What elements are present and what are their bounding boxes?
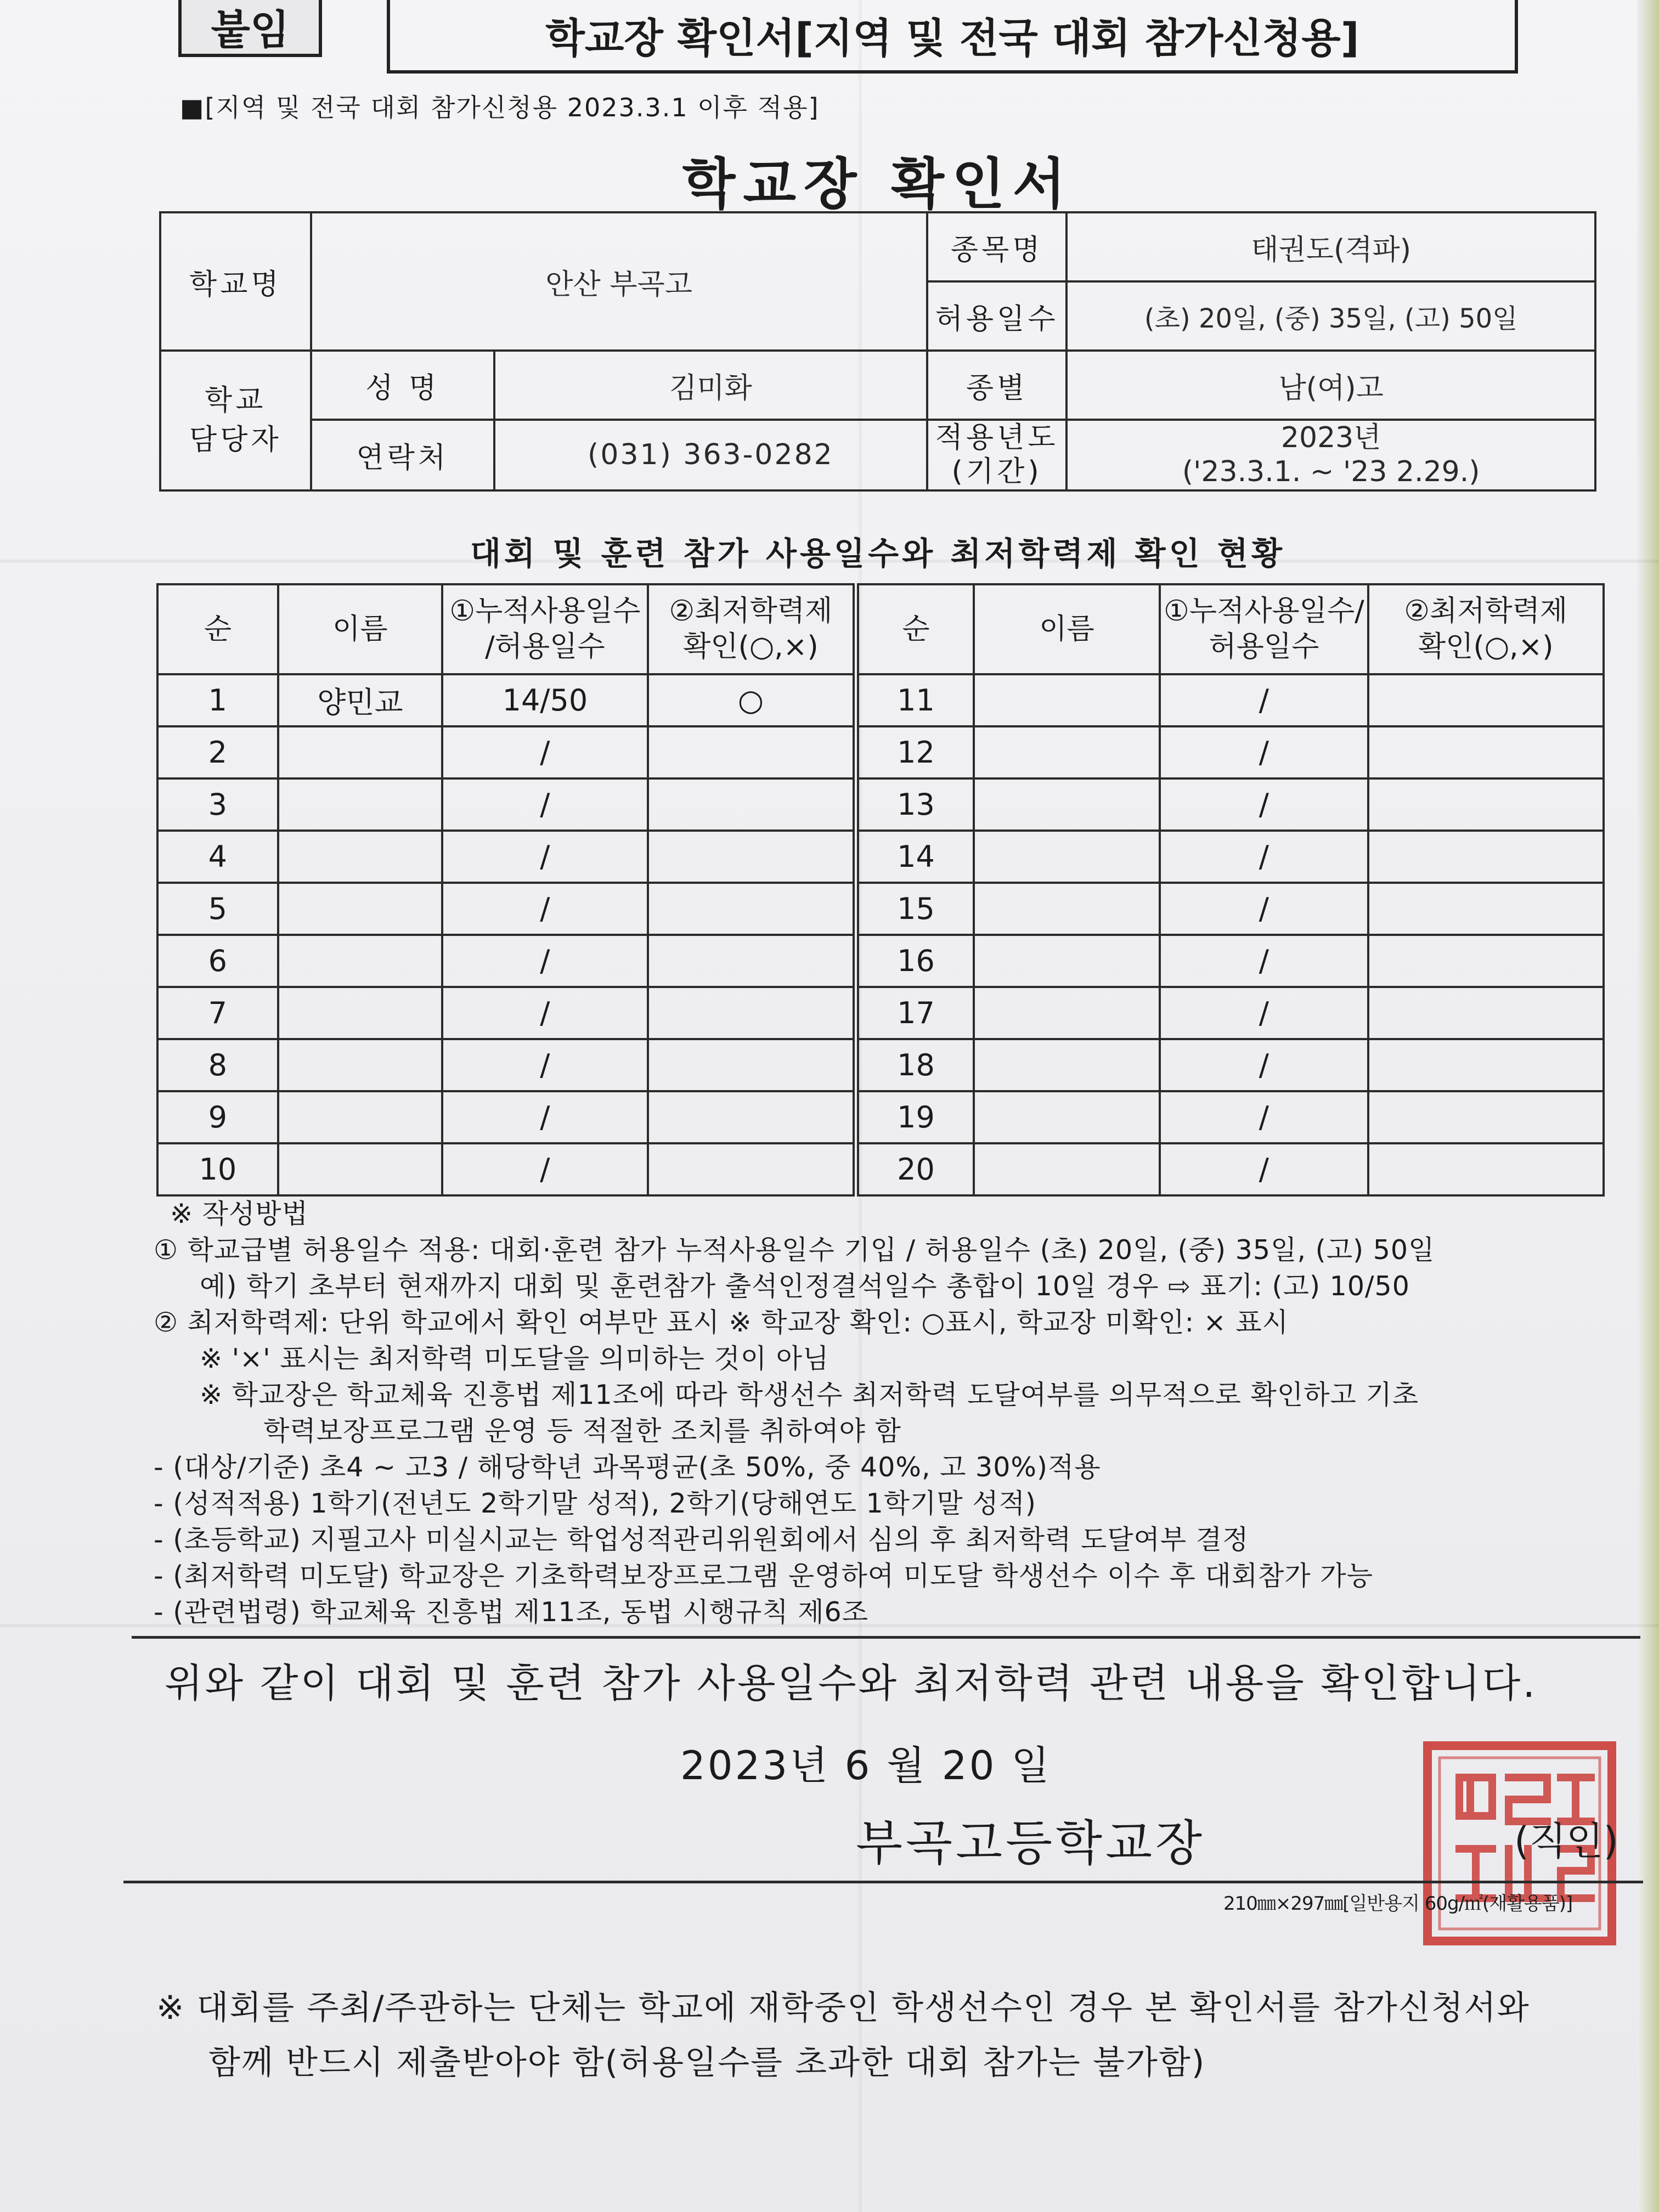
table-row bbox=[157, 883, 1604, 935]
divider bbox=[132, 1636, 1640, 1639]
row-name bbox=[278, 883, 442, 935]
row-name-right bbox=[974, 674, 1160, 726]
row-name-right bbox=[974, 935, 1160, 987]
row-number: 1 bbox=[157, 674, 278, 726]
row-number: 10 bbox=[157, 1143, 278, 1195]
row-days: / bbox=[442, 726, 648, 778]
col-name-right: 이름 bbox=[974, 584, 1160, 674]
table-row bbox=[157, 1143, 1604, 1195]
col-check bbox=[648, 584, 856, 674]
contact-label: 연락처 bbox=[311, 420, 494, 490]
col-days-line2: /허용일수 bbox=[485, 630, 605, 663]
row-name: 양민교 bbox=[278, 674, 442, 726]
roster-body bbox=[157, 674, 1604, 1195]
period-label: (기간) bbox=[951, 455, 1042, 489]
instructions bbox=[154, 1196, 1624, 1630]
row-name bbox=[278, 1091, 442, 1143]
row-name-right bbox=[974, 883, 1160, 935]
date: 2023년 6 월 20 일 bbox=[680, 1742, 1052, 1788]
year-label: 적용년도 bbox=[935, 421, 1059, 454]
instruction-1-example: 예) 학기 초부터 현재까지 대회 및 훈련참가 출석인정결석일수 총합이 10일 경우 ⇨ 표기: (고) 10/50 bbox=[200, 1271, 1410, 1302]
row-number: 9 bbox=[157, 1091, 278, 1143]
type-label: 종별 bbox=[927, 351, 1067, 420]
col-days-right-line2: 허용일수 bbox=[1209, 630, 1319, 663]
table-row bbox=[157, 987, 1604, 1039]
row-check bbox=[648, 883, 856, 935]
submission-note-line1: ※ 대회를 주최/주관하는 단체는 학교에 재학중인 학생선수인 경우 본 확인서를 참가신청서와 bbox=[156, 1989, 1530, 2027]
row-days-right: / bbox=[1160, 778, 1368, 831]
instruction-2-note-a: ※ '×' 표시는 최저학력 미도달을 의미하는 것이 아님 bbox=[200, 1343, 830, 1374]
table-row bbox=[157, 1039, 1604, 1091]
col-no: 순 bbox=[157, 584, 278, 674]
row-name-right bbox=[974, 831, 1160, 883]
allowed-days-label: 허용일수 bbox=[927, 281, 1067, 351]
row-name-right bbox=[974, 1091, 1160, 1143]
table-row bbox=[157, 778, 1604, 831]
principal-name: 부곡고등학교장 bbox=[856, 1815, 1206, 1871]
row-check-right bbox=[1368, 726, 1604, 778]
col-check-right-line2: 확인(○,×) bbox=[1418, 630, 1554, 663]
row-days: / bbox=[442, 1143, 648, 1195]
row-number: 5 bbox=[157, 883, 278, 935]
row-number: 7 bbox=[157, 987, 278, 1039]
type-value: 남(여)고 bbox=[1066, 351, 1595, 420]
roster-table bbox=[156, 583, 1605, 1197]
row-name bbox=[278, 1143, 442, 1195]
row-number: 8 bbox=[157, 1039, 278, 1091]
school-name-value: 안산 부곡고 bbox=[311, 212, 927, 351]
name-label: 성 명 bbox=[311, 351, 494, 420]
row-check-right bbox=[1368, 1091, 1604, 1143]
col-check-right bbox=[1368, 584, 1604, 674]
row-name-right bbox=[974, 1143, 1160, 1195]
name-value: 김미화 bbox=[494, 351, 927, 420]
row-days-right: / bbox=[1160, 1039, 1368, 1091]
row-number-right: 19 bbox=[856, 1091, 974, 1143]
instructions-heading: ※ 작성방법 bbox=[170, 1198, 308, 1229]
row-check-right bbox=[1368, 1039, 1604, 1091]
row-days-right: / bbox=[1160, 674, 1368, 726]
row-days: / bbox=[442, 831, 648, 883]
period-value: ('23.3.1. ~ '23 2.29.) bbox=[1182, 455, 1480, 489]
row-check-right bbox=[1368, 935, 1604, 987]
sport-value: 태권도(격파) bbox=[1066, 212, 1595, 281]
col-check-line1: ②최저학력제 bbox=[669, 595, 833, 628]
instruction-2: ② 최저학력제: 단위 학교에서 확인 여부만 표시 ※ 학교장 확인: ○표시, 학교장 미확인: × 표시 bbox=[154, 1307, 1289, 1338]
col-days bbox=[442, 584, 648, 674]
submission-note-line2: 함께 반드시 제출받아야 함(허용일수를 초과한 대회 참가는 불가함) bbox=[208, 2044, 1206, 2082]
row-name-right bbox=[974, 987, 1160, 1039]
row-days: / bbox=[442, 883, 648, 935]
table-row bbox=[157, 726, 1604, 778]
row-name-right bbox=[974, 726, 1160, 778]
row-days: 14/50 bbox=[442, 674, 648, 726]
sport-label: 종목명 bbox=[927, 212, 1067, 281]
row-days-right: / bbox=[1160, 726, 1368, 778]
col-days-right-line1: ①누적사용일수/ bbox=[1164, 595, 1364, 628]
row-days-right: / bbox=[1160, 1091, 1368, 1143]
col-check-line2: 확인(○,×) bbox=[683, 630, 819, 663]
row-check bbox=[648, 778, 856, 831]
divider bbox=[123, 1881, 1643, 1883]
contact-value: (031) 363-0282 bbox=[494, 420, 927, 490]
row-days: / bbox=[442, 1039, 648, 1091]
year-value: 2023년 bbox=[1280, 421, 1381, 454]
row-check-right bbox=[1368, 674, 1604, 726]
header-note: ■[지역 및 전국 대회 참가신청용 2023.3.1 이후 적용] bbox=[180, 93, 820, 122]
row-number: 4 bbox=[157, 831, 278, 883]
submission-note bbox=[156, 1980, 1616, 2090]
instruction-1: ① 학교급별 허용일수 적용: 대회·훈련 참가 누적사용일수 기입 / 허용일수 (초) 20일, (중) 35일, (고) 50일 bbox=[154, 1234, 1435, 1266]
row-number-right: 17 bbox=[856, 987, 974, 1039]
row-days: / bbox=[442, 1091, 648, 1143]
row-days-right: / bbox=[1160, 1143, 1368, 1195]
paper-spec: 210㎜×297㎜[일반용지 60g/㎡(재활용품)] bbox=[1223, 1893, 1573, 1915]
row-number: 6 bbox=[157, 935, 278, 987]
roster-title: 대회 및 훈련 참가 사용일수와 최저학력제 확인 현황 bbox=[470, 535, 1285, 572]
row-name-right bbox=[974, 1039, 1160, 1091]
row-check bbox=[648, 726, 856, 778]
table-row bbox=[157, 1091, 1604, 1143]
col-name: 이름 bbox=[278, 584, 442, 674]
school-name-label: 학교명 bbox=[160, 212, 311, 351]
instruction-2-note-b: ※ 학교장은 학교체육 진흥법 제11조에 따라 학생선수 최저학력 도달여부를 의무적으로 확인하고 기초 bbox=[200, 1379, 1419, 1410]
col-check-right-line1: ②최저학력제 bbox=[1404, 595, 1568, 628]
row-days-right: / bbox=[1160, 883, 1368, 935]
row-days: / bbox=[442, 778, 648, 831]
row-name bbox=[278, 778, 442, 831]
col-days-line1: ①누적사용일수 bbox=[449, 595, 641, 628]
confirmation-text: 위와 같이 대회 및 훈련 참가 사용일수와 최저학력 관련 내용을 확인합니다. bbox=[165, 1660, 1538, 1706]
row-check bbox=[648, 1091, 856, 1143]
row-check-right bbox=[1368, 1143, 1604, 1195]
attachment-tag: 붙임 bbox=[178, 0, 322, 57]
row-name bbox=[278, 935, 442, 987]
row-check-right bbox=[1368, 778, 1604, 831]
col-days-right bbox=[1160, 584, 1368, 674]
row-name bbox=[278, 987, 442, 1039]
row-check bbox=[648, 1039, 856, 1091]
row-check bbox=[648, 987, 856, 1039]
row-number-right: 18 bbox=[856, 1039, 974, 1091]
row-number: 2 bbox=[157, 726, 278, 778]
row-number-right: 16 bbox=[856, 935, 974, 987]
manager-label: 학교 담당자 bbox=[160, 351, 311, 490]
banner-title: 학교장 확인서[지역 및 전국 대회 참가신청용] bbox=[387, 0, 1518, 74]
row-name bbox=[278, 1039, 442, 1091]
row-check: ○ bbox=[648, 674, 856, 726]
detail-elementary: - (초등학교) 지필고사 미실시교는 학업성적관리위원회에서 심의 후 최저학력 도달여부 결정 bbox=[154, 1524, 1249, 1555]
row-name bbox=[278, 831, 442, 883]
allowed-days-value: (초) 20일, (중) 35일, (고) 50일 bbox=[1066, 281, 1595, 351]
document-title: 학교장 확인서 bbox=[682, 152, 1074, 216]
table-row bbox=[157, 674, 1604, 726]
row-number-right: 11 bbox=[856, 674, 974, 726]
detail-law: - (관련법령) 학교체육 진흥법 제11조, 동법 시행규칙 제6조 bbox=[154, 1596, 869, 1628]
row-number-right: 20 bbox=[856, 1143, 974, 1195]
row-days: / bbox=[442, 987, 648, 1039]
row-number-right: 14 bbox=[856, 831, 974, 883]
row-days-right: / bbox=[1160, 935, 1368, 987]
row-days-right: / bbox=[1160, 987, 1368, 1039]
col-no-right: 순 bbox=[856, 584, 974, 674]
seal-label: (직인) bbox=[1514, 1819, 1618, 1864]
row-days: / bbox=[442, 935, 648, 987]
row-check-right bbox=[1368, 987, 1604, 1039]
detail-target: - (대상/기준) 초4 ~ 고3 / 해당학년 과목평균(초 50%, 중 40%, 고 30%)적용 bbox=[154, 1452, 1101, 1483]
instruction-2-note-b-cont: 학력보장프로그램 운영 등 적절한 조치를 취하여야 함 bbox=[263, 1415, 901, 1447]
table-row bbox=[157, 935, 1604, 987]
row-check bbox=[648, 935, 856, 987]
row-days-right: / bbox=[1160, 831, 1368, 883]
detail-not-met: - (최저학력 미도달) 학교장은 기초학력보장프로그램 운영하여 미도달 학생선수 이수 후 대회참가 가능 bbox=[154, 1560, 1373, 1592]
row-name-right bbox=[974, 778, 1160, 831]
row-check bbox=[648, 1143, 856, 1195]
row-number: 3 bbox=[157, 778, 278, 831]
row-number-right: 13 bbox=[856, 778, 974, 831]
row-number-right: 12 bbox=[856, 726, 974, 778]
row-check bbox=[648, 831, 856, 883]
row-name bbox=[278, 726, 442, 778]
info-table bbox=[159, 211, 1596, 492]
row-number-right: 15 bbox=[856, 883, 974, 935]
row-check-right bbox=[1368, 831, 1604, 883]
row-check-right bbox=[1368, 883, 1604, 935]
table-row bbox=[157, 831, 1604, 883]
detail-grades: - (성적적용) 1학기(전년도 2학기말 성적), 2학기(당해연도 1학기말 성적) bbox=[154, 1488, 1037, 1519]
